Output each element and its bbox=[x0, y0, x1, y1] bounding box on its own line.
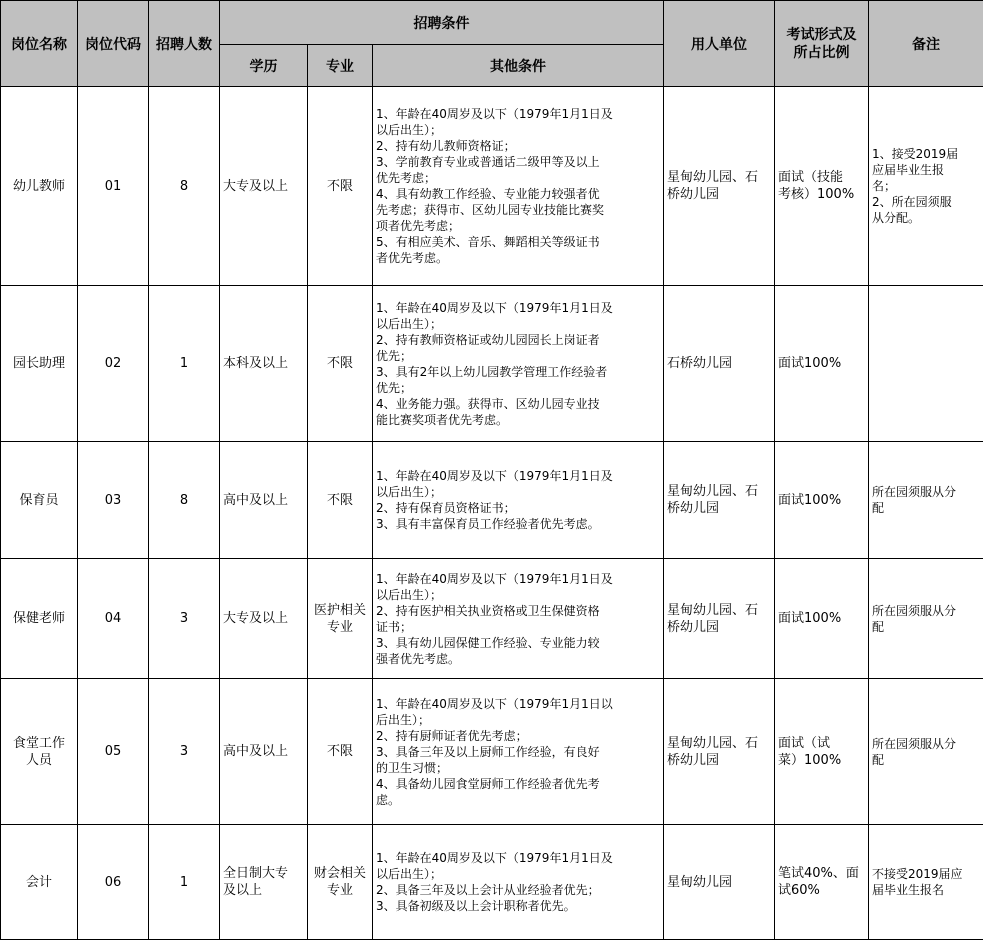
count-cell: 1 bbox=[149, 825, 220, 940]
education-cell: 本科及以上 bbox=[220, 286, 308, 442]
table-body bbox=[1, 87, 983, 940]
remark-cell: 所在园须服从分 配 bbox=[869, 442, 983, 559]
employer-cell: 星甸幼儿园 bbox=[664, 825, 775, 940]
employer-cell: 星甸幼儿园、石 桥幼儿园 bbox=[664, 442, 775, 559]
header-remark: 备注 bbox=[869, 1, 983, 87]
major-cell: 医护相关 专业 bbox=[308, 559, 373, 679]
header-employer: 用人单位 bbox=[664, 1, 775, 87]
education-cell: 全日制大专 及以上 bbox=[220, 825, 308, 940]
header-post-name: 岗位名称 bbox=[1, 1, 78, 87]
remark-cell: 1、接受2019届 应届毕业生报 名； 2、所在园须服 从分配。 bbox=[869, 87, 983, 286]
post-name-cell: 食堂工作 人员 bbox=[1, 679, 78, 825]
education-cell: 高中及以上 bbox=[220, 442, 308, 559]
major-cell: 不限 bbox=[308, 286, 373, 442]
employer-cell: 星甸幼儿园、石 桥幼儿园 bbox=[664, 559, 775, 679]
count-cell: 8 bbox=[149, 87, 220, 286]
exam-cell: 笔试40%、面 试60% bbox=[775, 825, 869, 940]
other-conditions-cell: 1、年龄在40周岁及以下（1979年1月1日及 以后出生）； 2、持有教师资格证或幼儿园园长上岗证者 优先； 3、具有2年以上幼儿园教学管理工作经验者 优先； 4、业务能力强。获得市、区幼儿园专业技 能比赛奖项者优先考虑。 bbox=[373, 286, 664, 442]
post-code-cell: 02 bbox=[78, 286, 149, 442]
exam-cell: 面试（试 菜）100% bbox=[775, 679, 869, 825]
count-cell: 3 bbox=[149, 679, 220, 825]
major-cell: 财会相关 专业 bbox=[308, 825, 373, 940]
remark-cell: 不接受2019届应 届毕业生报名 bbox=[869, 825, 983, 940]
header-education: 学历 bbox=[220, 45, 308, 87]
exam-cell: 面试（技能 考核）100% bbox=[775, 87, 869, 286]
major-cell: 不限 bbox=[308, 679, 373, 825]
post-code-cell: 03 bbox=[78, 442, 149, 559]
exam-cell: 面试100% bbox=[775, 286, 869, 442]
post-code-cell: 06 bbox=[78, 825, 149, 940]
remark-cell bbox=[869, 286, 983, 442]
table-row bbox=[1, 442, 983, 559]
post-name-cell: 园长助理 bbox=[1, 286, 78, 442]
post-name-cell: 会计 bbox=[1, 825, 78, 940]
employer-cell: 星甸幼儿园、石 桥幼儿园 bbox=[664, 679, 775, 825]
header-other-conditions: 其他条件 bbox=[373, 45, 664, 87]
table-header bbox=[1, 1, 983, 87]
header-conditions-group: 招聘条件 bbox=[220, 1, 664, 45]
employer-cell: 石桥幼儿园 bbox=[664, 286, 775, 442]
header-major: 专业 bbox=[308, 45, 373, 87]
post-code-cell: 05 bbox=[78, 679, 149, 825]
other-conditions-cell: 1、年龄在40周岁及以下（1979年1月1日及 以后出生）； 2、持有保育员资格证书； 3、具有丰富保育员工作经验者优先考虑。 bbox=[373, 442, 664, 559]
other-conditions-cell: 1、年龄在40周岁及以下（1979年1月1日及 以后出生）； 2、具备三年及以上会计从业经验者优先； 3、具备初级及以上会计职称者优先。 bbox=[373, 825, 664, 940]
count-cell: 8 bbox=[149, 442, 220, 559]
post-code-cell: 04 bbox=[78, 559, 149, 679]
major-cell: 不限 bbox=[308, 442, 373, 559]
other-conditions-cell: 1、年龄在40周岁及以下（1979年1月1日以 后出生）； 2、持有厨师证者优先考虑； 3、具备三年及以上厨师工作经验，有良好 的卫生习惯； 4、具备幼儿园食堂厨师工作经验者优先考 虑。 bbox=[373, 679, 664, 825]
count-cell: 1 bbox=[149, 286, 220, 442]
education-cell: 高中及以上 bbox=[220, 679, 308, 825]
header-count: 招聘人数 bbox=[149, 1, 220, 87]
major-cell: 不限 bbox=[308, 87, 373, 286]
post-name-cell: 保育员 bbox=[1, 442, 78, 559]
employer-cell: 星甸幼儿园、石 桥幼儿园 bbox=[664, 87, 775, 286]
exam-cell: 面试100% bbox=[775, 442, 869, 559]
remark-cell: 所在园须服从分 配 bbox=[869, 559, 983, 679]
table-row bbox=[1, 87, 983, 286]
table-row bbox=[1, 286, 983, 442]
exam-cell: 面试100% bbox=[775, 559, 869, 679]
other-conditions-cell: 1、年龄在40周岁及以下（1979年1月1日及 以后出生）； 2、持有医护相关执业资格或卫生保健资格 证书； 3、具有幼儿园保健工作经验、专业能力较 强者优先考虑。 bbox=[373, 559, 664, 679]
table-row bbox=[1, 825, 983, 940]
education-cell: 大专及以上 bbox=[220, 559, 308, 679]
remark-cell: 所在园须服从分 配 bbox=[869, 679, 983, 825]
count-cell: 3 bbox=[149, 559, 220, 679]
other-conditions-cell: 1、年龄在40周岁及以下（1979年1月1日及 以后出生）； 2、持有幼儿教师资格证； 3、学前教育专业或普通话二级甲等及以上 优先考虑； 4、具有幼教工作经验、专业能力较强者优 先考虑；获得市、区幼儿园专业技能比赛奖 项者优先考虑； 5、有相应美术、音乐、舞蹈相关等级证书 者优先考虑。 bbox=[373, 87, 664, 286]
education-cell: 大专及以上 bbox=[220, 87, 308, 286]
post-name-cell: 幼儿教师 bbox=[1, 87, 78, 286]
post-code-cell: 01 bbox=[78, 87, 149, 286]
table-row bbox=[1, 559, 983, 679]
table-row bbox=[1, 679, 983, 825]
header-exam: 考试形式及 所占比例 bbox=[775, 1, 869, 87]
post-name-cell: 保健老师 bbox=[1, 559, 78, 679]
header-post-code: 岗位代码 bbox=[78, 1, 149, 87]
